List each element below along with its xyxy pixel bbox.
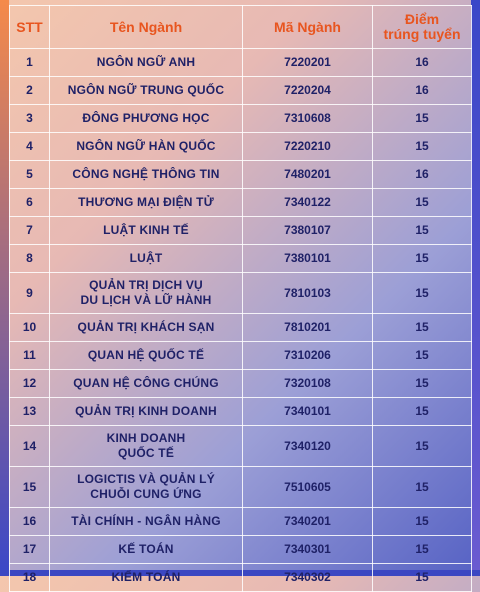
row-stt: 13 <box>10 398 50 426</box>
major-name-line: CHUỖI CUNG ỨNG <box>90 487 202 501</box>
table-row <box>10 467 472 508</box>
row-stt: 7 <box>10 217 50 245</box>
table-row <box>10 189 472 217</box>
row-major-name <box>50 342 243 370</box>
table-row <box>10 342 472 370</box>
table-row <box>10 314 472 342</box>
major-name-line: QUẢN TRỊ KINH DOANH <box>75 404 217 418</box>
row-score: 16 <box>373 161 472 189</box>
left-accent-bar <box>0 0 9 576</box>
row-major-code: 7220201 <box>243 49 373 77</box>
row-score: 15 <box>373 467 472 508</box>
row-score: 16 <box>373 49 472 77</box>
row-stt: 12 <box>10 370 50 398</box>
row-score: 15 <box>373 189 472 217</box>
row-stt: 2 <box>10 77 50 105</box>
row-major-name <box>50 314 243 342</box>
row-score: 15 <box>373 245 472 273</box>
table-body <box>10 49 472 592</box>
row-score: 15 <box>373 536 472 564</box>
row-stt: 8 <box>10 245 50 273</box>
table-row <box>10 133 472 161</box>
row-stt: 10 <box>10 314 50 342</box>
row-stt: 3 <box>10 105 50 133</box>
table-row <box>10 245 472 273</box>
major-name-line: ĐÔNG PHƯƠNG HỌC <box>82 111 210 125</box>
row-major-name <box>50 217 243 245</box>
major-name-line: QUẢN TRỊ DỊCH VỤ <box>89 278 203 292</box>
major-name-line: NGÔN NGỮ TRUNG QUỐC <box>67 83 225 97</box>
row-major-code: 7810103 <box>243 273 373 314</box>
major-name-line: LUẬT <box>129 251 163 265</box>
row-major-code: 7340122 <box>243 189 373 217</box>
row-major-name <box>50 508 243 536</box>
row-major-code: 7380107 <box>243 217 373 245</box>
major-name-line: KẾ TOÁN <box>118 542 174 556</box>
header-score-line2: trúng tuyển <box>383 26 461 42</box>
row-score: 15 <box>373 342 472 370</box>
row-major-name <box>50 189 243 217</box>
row-major-name <box>50 161 243 189</box>
row-major-name <box>50 426 243 467</box>
header-major-name: Tên Ngành <box>50 6 243 49</box>
admission-scores-table <box>9 5 472 592</box>
major-name-line: NGÔN NGỮ HÀN QUỐC <box>76 139 216 153</box>
row-score: 15 <box>373 398 472 426</box>
row-score: 15 <box>373 564 472 592</box>
major-name-line: THƯƠNG MẠI ĐIỆN TỬ <box>78 195 214 209</box>
row-score: 15 <box>373 217 472 245</box>
major-name-line: KINH DOANH <box>106 431 186 445</box>
row-major-name <box>50 245 243 273</box>
table-row <box>10 564 472 592</box>
row-stt: 6 <box>10 189 50 217</box>
row-major-name <box>50 133 243 161</box>
table-row <box>10 370 472 398</box>
table-row <box>10 398 472 426</box>
row-major-name <box>50 370 243 398</box>
major-name-line: LUẬT KINH TẾ <box>103 223 189 237</box>
row-major-code: 7340201 <box>243 508 373 536</box>
major-name-line: QUỐC TẾ <box>117 446 175 460</box>
major-name-line: QUẢN TRỊ KHÁCH SẠN <box>77 320 215 334</box>
table-row <box>10 426 472 467</box>
row-stt: 17 <box>10 536 50 564</box>
row-major-name <box>50 467 243 508</box>
row-major-name <box>50 536 243 564</box>
table-row <box>10 536 472 564</box>
row-major-code: 7220210 <box>243 133 373 161</box>
header-score <box>373 6 472 49</box>
table-row <box>10 217 472 245</box>
table-row <box>10 508 472 536</box>
row-stt: 11 <box>10 342 50 370</box>
row-major-name <box>50 564 243 592</box>
row-major-code: 7810201 <box>243 314 373 342</box>
row-stt: 4 <box>10 133 50 161</box>
row-score: 15 <box>373 273 472 314</box>
row-major-code: 7340120 <box>243 426 373 467</box>
row-major-code: 7340101 <box>243 398 373 426</box>
row-major-name <box>50 77 243 105</box>
header-score-line1: Điểm <box>404 11 440 27</box>
row-major-code: 7340301 <box>243 536 373 564</box>
row-major-code: 7380101 <box>243 245 373 273</box>
row-stt: 5 <box>10 161 50 189</box>
table-row <box>10 105 472 133</box>
major-name-line: CÔNG NGHỆ THÔNG TIN <box>72 167 220 181</box>
row-major-code: 7510605 <box>243 467 373 508</box>
row-stt: 14 <box>10 426 50 467</box>
header-stt: STT <box>10 6 50 49</box>
row-major-name <box>50 49 243 77</box>
table-row <box>10 49 472 77</box>
row-major-code: 7480201 <box>243 161 373 189</box>
row-major-code: 7220204 <box>243 77 373 105</box>
row-major-name <box>50 105 243 133</box>
major-name-line: LOGICTIS VÀ QUẢN LÝ <box>77 472 215 486</box>
row-score: 15 <box>373 370 472 398</box>
row-stt: 15 <box>10 467 50 508</box>
table-row <box>10 77 472 105</box>
row-score: 15 <box>373 105 472 133</box>
header-major-code: Mã Ngành <box>243 6 373 49</box>
row-stt: 9 <box>10 273 50 314</box>
table-row <box>10 161 472 189</box>
row-major-code: 7310206 <box>243 342 373 370</box>
major-name-line: QUAN HỆ CÔNG CHÚNG <box>73 376 219 390</box>
major-name-line: KIỂM TOÁN <box>111 570 181 584</box>
major-name-line: QUAN HỆ QUỐC TẾ <box>87 348 205 362</box>
major-name-line: TÀI CHÍNH - NGÂN HÀNG <box>71 514 221 528</box>
row-stt: 1 <box>10 49 50 77</box>
row-major-code: 7320108 <box>243 370 373 398</box>
table-header-row <box>10 6 472 49</box>
row-major-code: 7310608 <box>243 105 373 133</box>
row-major-name <box>50 398 243 426</box>
row-score: 16 <box>373 77 472 105</box>
row-major-code: 7340302 <box>243 564 373 592</box>
major-name-line: DU LỊCH VÀ LỮ HÀNH <box>80 293 212 307</box>
right-accent-bar <box>471 0 480 576</box>
row-score: 15 <box>373 426 472 467</box>
row-score: 15 <box>373 508 472 536</box>
major-name-line: NGÔN NGỮ ANH <box>96 55 196 69</box>
row-stt: 16 <box>10 508 50 536</box>
row-major-name <box>50 273 243 314</box>
row-score: 15 <box>373 133 472 161</box>
table-row <box>10 273 472 314</box>
row-stt: 18 <box>10 564 50 592</box>
row-score: 15 <box>373 314 472 342</box>
